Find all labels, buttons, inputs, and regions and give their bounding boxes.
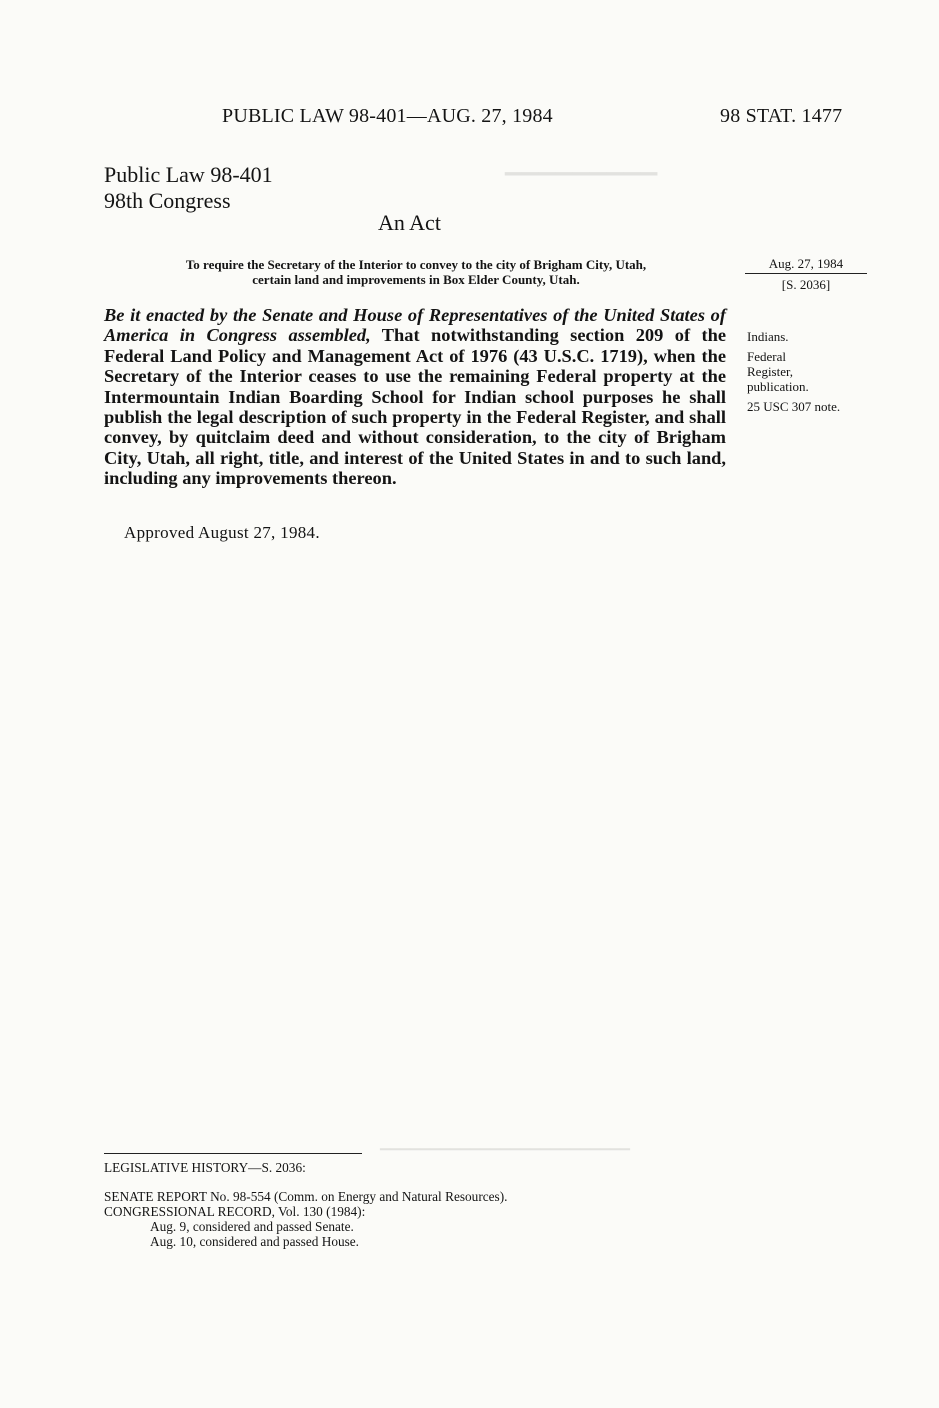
purpose-line: certain land and improvements in Box Elder County, Utah. (252, 272, 580, 287)
public-law-number: Public Law 98-401 (104, 162, 273, 187)
congress-number: 98th Congress (104, 188, 231, 213)
history-entry: Aug. 10, considered and passed House. (150, 1234, 360, 1249)
purpose-clause (104, 257, 728, 287)
approval-date: Aug. 27, 1984 (745, 255, 867, 274)
legislative-history (104, 1160, 704, 1249)
running-head: PUBLIC LAW 98-401—AUG. 27, 1984 (222, 105, 553, 127)
act-heading: An Act (378, 210, 441, 235)
senate-report: SENATE REPORT No. 98-554 (Comm. on Energy and Natural Resources). (104, 1189, 508, 1204)
margin-note-group (747, 349, 877, 394)
bleed-through-block: ▁▁▁▁▁▁▁▁▁ (505, 150, 658, 175)
bleed-through-block: ▁▁▁▁▁▁▁▁▁▁▁▁▁▁▁▁▁▁▁▁▁▁▁▁▁ (380, 1135, 630, 1150)
footnote-divider (104, 1153, 362, 1154)
stat-page-number: 98 STAT. 1477 (720, 105, 843, 127)
law-identification (104, 162, 273, 214)
enacting-clause: Be it enacted by the Senate and House of Representatives of the United States of America in Congress assembled, (104, 305, 726, 346)
margin-note: Indians. (747, 329, 789, 344)
margin-date-block (745, 255, 867, 293)
purpose-line: To require the Secretary of the Interior to convey to the city of Brigham City, Utah, (185, 257, 647, 272)
body-text: That notwithstanding section 209 of the Federal Land Policy and Management Act of 1976 (43 U.S.C. 1719), when the Secretary of the Interior ceases to use the remaining Federal property at the Intermountain Indian Boarding School for Indian school purposes he shall publish the legal description of such property in the Federal Register, and shall convey, by quitclaim deed and without consideration, to the city of Brigham City, Utah, all right, title, and interest of the United States in and to such land, including any improvements thereon. (104, 325, 726, 489)
margin-note: 25 USC 307 note. (747, 399, 841, 414)
margin-notes (747, 329, 877, 419)
history-title: LEGISLATIVE HISTORY—S. 2036: (104, 1160, 306, 1175)
history-entry: Aug. 9, considered and passed Senate. (150, 1219, 354, 1234)
margin-note: Register, (747, 364, 794, 379)
enacting-body (104, 305, 726, 489)
margin-note: Federal (747, 349, 786, 364)
bill-number: [S. 2036] (781, 277, 831, 292)
congressional-record: CONGRESSIONAL RECORD, Vol. 130 (1984): (104, 1204, 366, 1219)
approval-statement: Approved August 27, 1984. (124, 523, 320, 542)
margin-note: publication. (747, 379, 809, 394)
